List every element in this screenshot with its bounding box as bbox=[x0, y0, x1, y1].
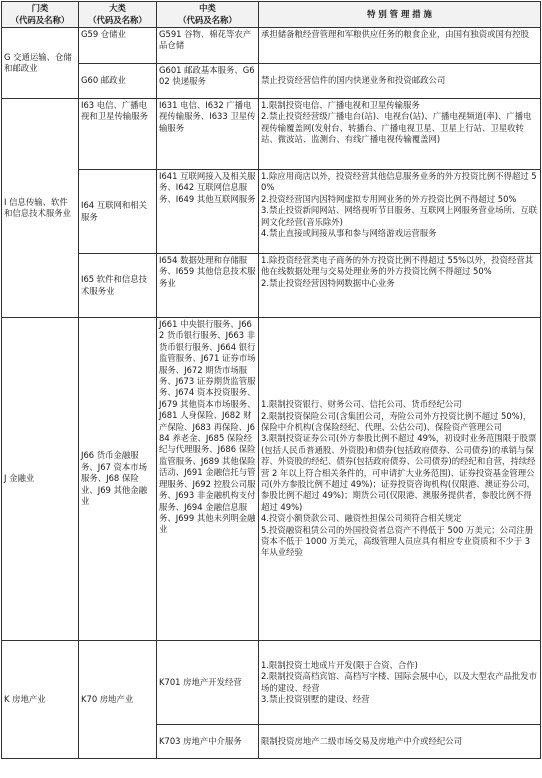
special-measures-table bbox=[1, 1, 541, 759]
middle-cell: K703 房地产中介服务 bbox=[157, 725, 259, 759]
category-cell: J 金融业 bbox=[2, 318, 79, 641]
measure-item: 2.禁止投资经营因特网数据中心业务 bbox=[261, 277, 395, 288]
major-cell: I65 软件和信息技术服务业 bbox=[79, 254, 157, 318]
measure-item: 3.禁止投资新闻网站、网络视听节目服务、互联网上网服务营业场所、互联网文化经营(音乐除外) bbox=[261, 205, 537, 227]
table-row bbox=[2, 318, 541, 641]
header-category bbox=[2, 2, 79, 28]
measure-item: 1.除投资经营类电子商务的外方投资比例不得超过 55%以外，投资经营其他在线数据处理与交易处理业务的外方投资比例不得超过 50% bbox=[261, 255, 534, 277]
measures-cell bbox=[259, 170, 541, 254]
middle-cell: J661 中央银行服务、J662 货币银行服务、J663 非货币银行服务、J664 银行监管服务、J671 证券市场服务、J672 期货市场服务、J673 证券期货监管服务、J674 资本投资服务、J679 其他资本市场服务、J681 人身保险、J682 财产保险、J683 再保险、J684 养老金、J685 保险经纪与代理服务、J686 保险监管服务、J689 其他保险活动、J691 金融信托与管理服务、J692 控股公司服务、J693 非金融机构支付服务、J694 金融信息服务、J699 其他未列明金融业 bbox=[157, 318, 259, 641]
middle-cell: G601 邮政基本服务、G602 快递服务 bbox=[157, 64, 259, 99]
measure-item: 2.限制投资保险公司(含集团公司，寿险公司外方投资比例不超过 50%)，保险中介机构(含保险经纪、代理、公估公司)、保险资产管理公司 bbox=[261, 410, 532, 432]
major-cell: K70 房地产业 bbox=[79, 641, 157, 759]
measures-cell bbox=[259, 64, 541, 99]
measure-item: 1.除应用商店以外，投资经营其他信息服务业务的外方投资比例不得超过 50% bbox=[261, 171, 537, 193]
middle-cell: G591 谷物、棉花等农产品仓储 bbox=[157, 28, 259, 64]
measure-item: 1.限制投资银行、财务公司、信托公司、货币经纪公司 bbox=[261, 399, 462, 410]
measures-cell bbox=[259, 254, 541, 318]
measure-item: 4.投资小额贷款公司、融资性担保公司须符合相关规定 bbox=[261, 513, 462, 524]
table-row bbox=[2, 28, 541, 64]
table-row bbox=[2, 641, 541, 725]
header-category-sub: （代码及名称） bbox=[10, 14, 70, 25]
middle-cell: K701 房地产开发经营 bbox=[157, 641, 259, 725]
header-middle bbox=[157, 2, 259, 28]
measures-cell bbox=[259, 725, 541, 759]
header-middle-sub: （代码及名称） bbox=[178, 14, 237, 25]
measure-item: 限制投资房地产二级市场交易及房地产中介或经纪公司 bbox=[261, 735, 462, 746]
measure-item: 禁止投资经营信件的国内快递业务和投资邮政公司 bbox=[261, 75, 446, 86]
header-major-title: 大类 bbox=[109, 3, 126, 14]
major-cell: G60 邮政业 bbox=[79, 64, 157, 99]
measures-cell bbox=[259, 28, 541, 64]
major-cell: I63 电信、广播电视和卫星传输服务 bbox=[79, 99, 157, 170]
category-cell: G 交通运输、仓储和邮政业 bbox=[2, 28, 79, 99]
header-measures: 特 别 管 理 措 施 bbox=[259, 2, 541, 28]
measure-item: 5.投资融资租赁公司的外国投资者总资产不得低于 500 万美元；公司注册资本不低于 1000 万美元，高级管理人员应具有相应专业资质和不少于 3 年从业经验 bbox=[261, 524, 534, 558]
category-cell: I 信息传输、软件和信息技术服务业 bbox=[2, 99, 79, 318]
major-cell: G59 仓储业 bbox=[79, 28, 157, 64]
header-major-sub: （代码及名称） bbox=[88, 14, 147, 25]
measures-cell bbox=[259, 99, 541, 170]
table-row bbox=[2, 254, 541, 318]
measure-item: 2.限制投资高档宾馆、高档写字楼、国际会展中心，以及大型农产品批发市场的建设、经营 bbox=[261, 671, 537, 693]
table-row bbox=[2, 170, 541, 254]
middle-cell: I631 电信、I632 广播电视传输服务、I633 卫星传输服务 bbox=[157, 99, 259, 170]
measures-cell bbox=[259, 641, 541, 725]
measure-item: 2.禁止投资经营级广播电台(站)、电视台(站)、广播电视频道(率)、广播电视传输覆盖网(发射台、转播台、广播电视卫星、卫星上行站、卫星收转站、微波站、监测台、有线广播电视传输覆盖网) bbox=[261, 111, 532, 145]
header-category-title: 门类 bbox=[31, 3, 49, 14]
measure-item: 3.限制投资证券公司(外方参股比例不超过 49%，初设时业务范围限于股票(包括人民币普通股、外资股)和债券(包括政府债券、公司债券)的承销与保荐、外资股的经纪、债券(包括政府债券、公司债券)的经纪和自营，持续经营 2 年以上符合相关条件的，可申请扩大业务范围)、证券投资基金管理公司(外方参股比例不超过 49%)；证券投资咨询机构(仅限港、澳证券公司，参股比例不超过 49%)；期货公司(仅限港、澳服务提供者，参股比例不得超过 49%) bbox=[261, 433, 537, 512]
major-cell: J66 货币金融服务、J67 资本市场服务、J68 保险业、J69 其他金融业 bbox=[79, 318, 157, 641]
table-row bbox=[2, 64, 541, 99]
major-cell: I64 互联网和相关服务 bbox=[79, 170, 157, 254]
table-row bbox=[2, 99, 541, 170]
measure-item: 4.禁止直接或间接从事和参与网络游戏运营服务 bbox=[261, 228, 437, 239]
measure-item: 承担储备粮经营管理和军粮供应任务的粮食企业，由国有独资或国有控股 bbox=[261, 29, 529, 39]
measure-item: 2.投资经营国内因特网虚拟专用网业务的外方投资比例不得超过 50% bbox=[261, 193, 517, 204]
middle-cell: I641 互联网接入及相关服务、I642 互联网信息服务、I649 其他互联网服务 bbox=[157, 170, 259, 254]
header-major bbox=[79, 2, 157, 28]
measure-item: 1.限制投资土地成片开发(限于合资、合作) bbox=[261, 659, 418, 670]
measure-item: 1.限制投资电信、广播电视和卫星传输服务 bbox=[261, 100, 420, 110]
table-header-row bbox=[2, 2, 541, 28]
measure-item: 3.禁止投资别墅的建设、经营 bbox=[261, 693, 370, 704]
measures-cell bbox=[259, 318, 541, 641]
header-middle-title: 中类 bbox=[199, 3, 216, 14]
middle-cell: I654 数据处理和存储服务、I659 其他信息技术服务业 bbox=[157, 254, 259, 318]
category-cell: K 房地产业 bbox=[2, 641, 79, 759]
